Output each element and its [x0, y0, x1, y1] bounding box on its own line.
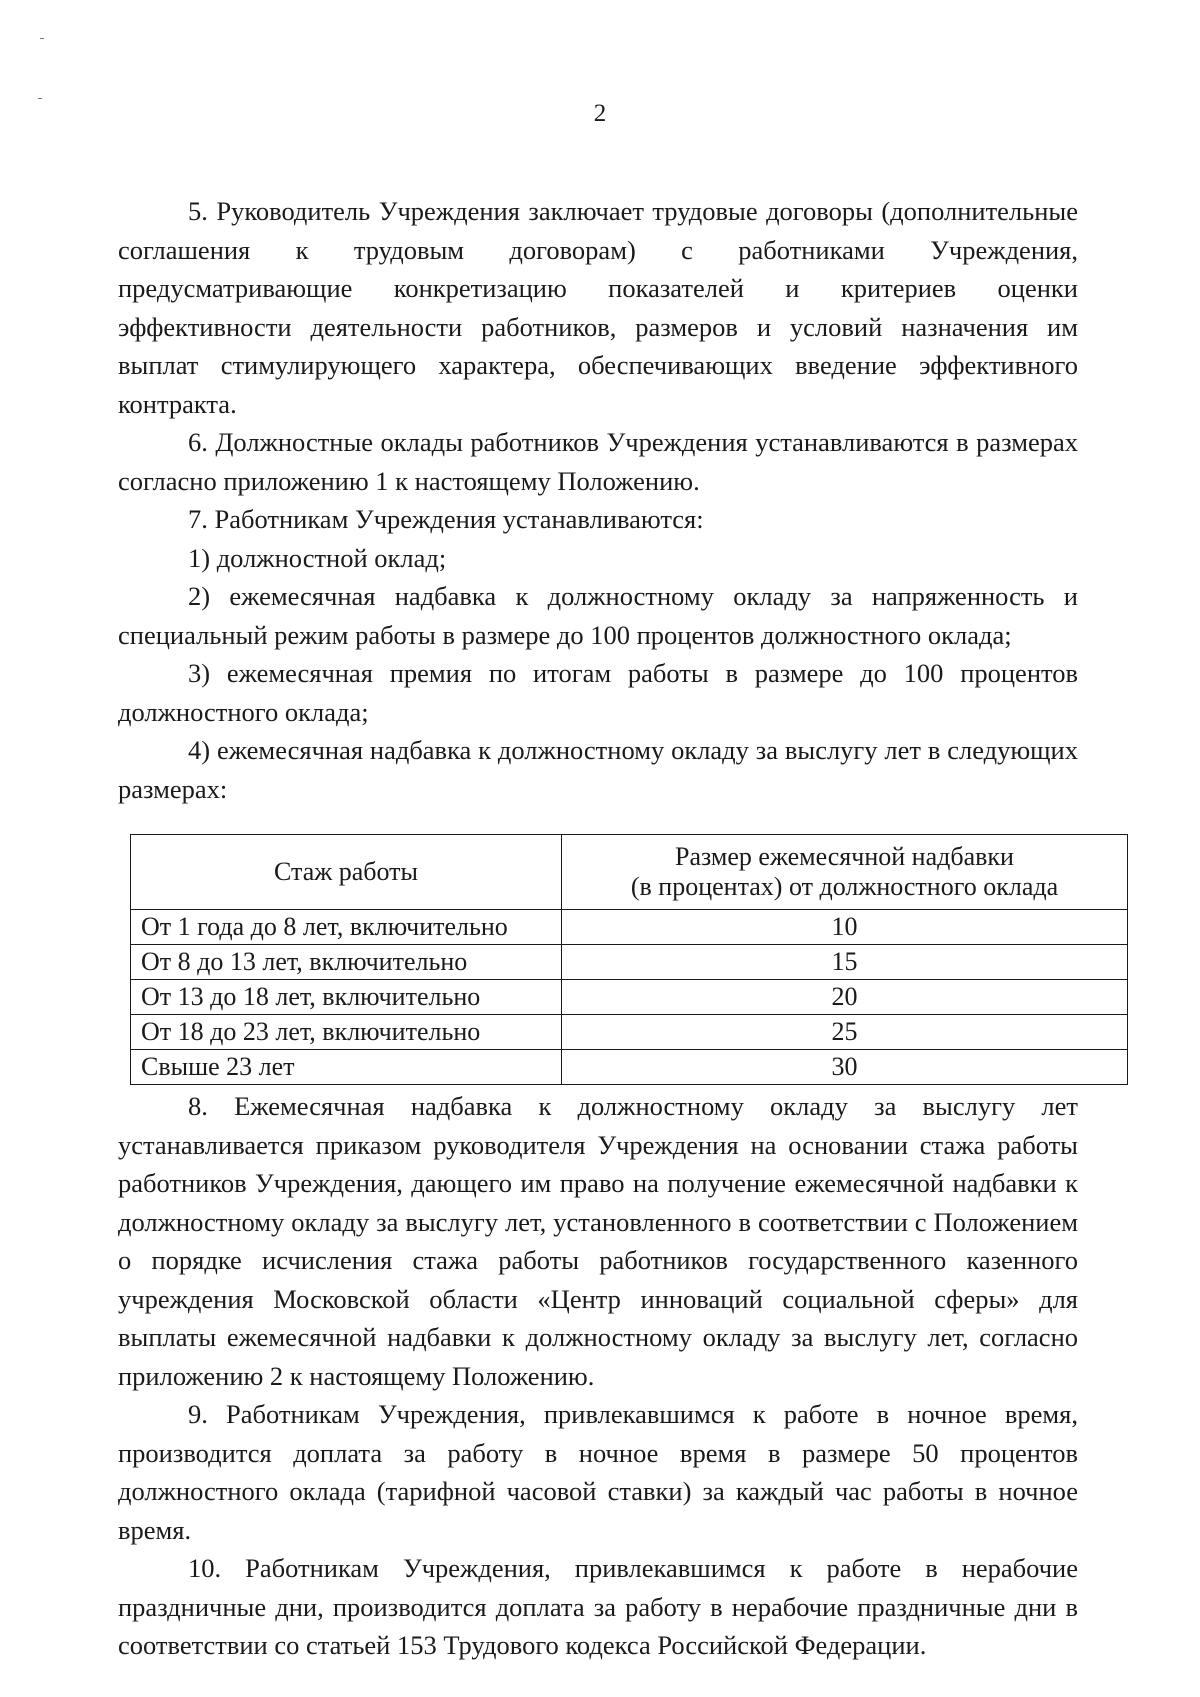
cell-period: Свыше 23 лет — [131, 1050, 562, 1085]
cell-period: От 8 до 13 лет, включительно — [131, 945, 562, 980]
list-item-4: 4) ежемесячная надбавка к должностному окладу за выслугу лет в следующих размерах: — [118, 735, 1078, 804]
paragraph-5: 5. Руководитель Учреждения заключает трудовые договоры (дополнительные соглашения к трудовым договорам) с работниками Учреждения, предусматривающие конкретизацию показателей и критериев оценки эффективности деятельности работников, размеров и условий назначения им выплат стимулирующего характера, обеспечивающих введение эффективного контракта. — [118, 196, 1078, 419]
document-body — [118, 192, 1078, 1665]
table-row — [131, 1050, 1128, 1085]
cell-percent: 15 — [562, 945, 1128, 980]
header-bonus-line1: Размер ежемесячной надбавки — [675, 842, 1014, 871]
table-row — [131, 980, 1128, 1015]
cell-percent: 25 — [562, 1015, 1128, 1050]
page-number: 2 — [593, 100, 607, 127]
paragraph-7: 7. Работникам Учреждения устанавливаются: — [188, 504, 704, 534]
cell-period: От 1 года до 8 лет, включительно — [131, 910, 562, 945]
cell-percent: 30 — [562, 1050, 1128, 1085]
table-row — [131, 1015, 1128, 1050]
scan-speck — [38, 98, 42, 99]
list-item-2: 2) ежемесячная надбавка к должностному окладу за напряженность и специальный режим работы в размере до 100 процентов должностного оклада; — [118, 581, 1078, 650]
paragraph-8: 8. Ежемесячная надбавка к должностному окладу за выслугу лет устанавливается приказом руководителя Учреждения на основании стажа работы работников Учреждения, дающего им право на получение ежемесячной надбавки к должностному окладу за выслугу лет, установленного в соответствии с Положением о порядке исчисления стажа работы работников государственного казенного учреждения Московской области «Центр инноваций социальной сферы» для выплаты ежемесячной надбавки к должностному окладу за выслугу лет, согласно приложению 2 к настоящему Положению. — [118, 1091, 1078, 1391]
header-seniority: Стаж работы — [131, 835, 562, 910]
table-row — [131, 945, 1128, 980]
cell-percent: 10 — [562, 910, 1128, 945]
scan-speck — [40, 38, 44, 39]
paragraph-6: 6. Должностные оклады работников Учреждения устанавливаются в размерах согласно приложению 1 к настоящему Положению. — [118, 427, 1078, 496]
list-item-3: 3) ежемесячная премия по итогам работы в размере до 100 процентов должностного оклада; — [118, 658, 1078, 727]
cell-period: От 18 до 23 лет, включительно — [131, 1015, 562, 1050]
cell-period: От 13 до 18 лет, включительно — [131, 980, 562, 1015]
paragraph-10: 10. Работникам Учреждения, привлекавшимся к работе в нерабочие праздничные дни, производится доплата за работу в нерабочие праздничные дни в соответствии со статьей 153 Трудового кодекса Российской Федерации. — [118, 1553, 1078, 1660]
paragraph-9: 9. Работникам Учреждения, привлекавшимся к работе в ночное время, производится доплата за работу в ночное время в размере 50 процентов должностного оклада (тарифной часовой ставки) за каждый час работы в ночное время. — [118, 1399, 1078, 1545]
table-row — [131, 910, 1128, 945]
header-bonus-size — [562, 835, 1128, 910]
header-bonus-line2: (в процентах) от должностного оклада — [630, 872, 1059, 901]
seniority-bonus-table — [130, 834, 1128, 1085]
cell-percent: 20 — [562, 980, 1128, 1015]
table-header-row — [131, 835, 1128, 910]
list-item-1: 1) должностной оклад; — [188, 542, 447, 573]
